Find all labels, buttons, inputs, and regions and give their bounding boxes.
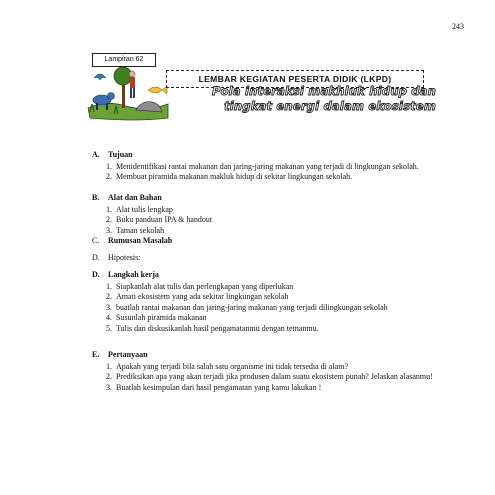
list-item: 3. Taman sekolah [106, 225, 165, 235]
topic-title-line-2: tingkat energi dalam ekosistem [224, 99, 436, 113]
list-item: 3. Buatlah kesimpulan dari hasil pengamatan yang kamu lakukan ! [106, 382, 322, 392]
topic-title-line-1: Pola interaksi makhluk hidup dan [211, 84, 436, 98]
list-item: 2. Amati ekosistem yang ada sekitar lingkungan sekolah [106, 292, 289, 301]
section-heading: C. Rumusan Masalah [92, 236, 173, 245]
section-heading: E. Pertanyaan [92, 350, 148, 359]
list-item: 2. Prediksikan apa yang akan terjadi jika produsen dalam suatu ekosistem punah? Jelaskan alasanmu! [106, 372, 433, 381]
section-rumusan-masalah [92, 236, 437, 247]
section-heading: A. Tujuan [92, 150, 133, 159]
ecosystem-illustration-icon [86, 60, 171, 122]
section-alat-bahan [92, 193, 437, 236]
topic-title [196, 84, 436, 114]
page-number: 243 [452, 22, 464, 31]
section-heading: D. Hipotesis: [92, 253, 141, 262]
list-item: 5. Tulis dan diskusikanlah hasil pengamatanmu dengan temanmu. [106, 323, 319, 333]
list-item: 2. Membuat piramida makanan makluk hidup di sekitar lingkungan sekolah. [106, 172, 353, 181]
list-item: 1. Apakah yang terjadi bila salah satu organisme ini tidak tersedia di alam? [106, 361, 348, 371]
section-pertanyaan [92, 350, 437, 393]
list-item: 1. Alat tulis lengkap [106, 204, 173, 214]
list-item: 3. buatlah rantai makanan dan jaring-jaring makanan yang terjadi dilingkungan sekolah [106, 302, 388, 312]
list-item: 1. Siapkanlah alat tulis dan perlengkapan yang diperlukan [106, 281, 294, 291]
list-item: 4. Susunlah piramida makanan [106, 313, 207, 322]
list-item: 1. Menidentifikasi rantai makanan dan jaring-jaring makanan yang terjadi di lingkungan sekolah. [106, 161, 419, 171]
section-heading: B. Alat dan Bahan [92, 193, 162, 202]
section-heading: D. Langkah kerja [92, 270, 159, 279]
section-langkah-kerja [92, 270, 437, 334]
section-tujuan [92, 150, 437, 183]
lampiran-label: Lampiran 62 [92, 53, 156, 67]
section-hipotesis [92, 253, 437, 264]
list-item: 2. Buku panduan IPA & handout [106, 215, 213, 224]
lkpd-title-banner: LEMBAR KEGIATAN PESERTA DIDIK (LKPD) [166, 70, 424, 88]
